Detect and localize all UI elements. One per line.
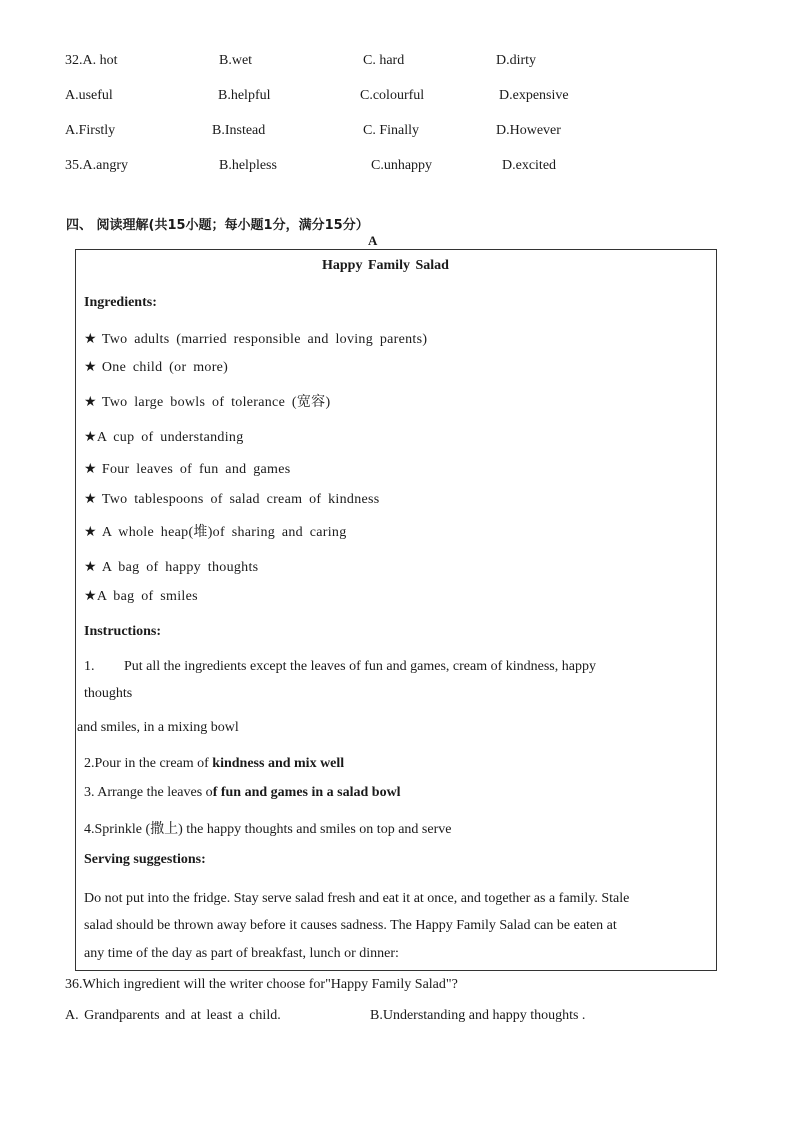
option-d: D.However	[496, 123, 561, 138]
serving-heading: Serving suggestions:	[84, 852, 206, 867]
question-36-option-a: A. Grandparents and at least a child.	[65, 1008, 281, 1023]
options-row-34	[0, 123, 793, 143]
option-b: B.helpful	[218, 88, 271, 103]
option-c: C.colourful	[360, 88, 425, 103]
instruction-1-number: 1.	[84, 659, 95, 674]
options-row-32	[0, 53, 793, 73]
ingredient-item: ★A cup of understanding	[84, 430, 244, 445]
ingredient-item: ★ Two large bowls of tolerance (宽容)	[84, 395, 331, 410]
ingredient-item: ★A bag of smiles	[84, 589, 198, 604]
options-row-33	[0, 88, 793, 108]
star-icon: ★	[84, 525, 97, 540]
option-d: D.excited	[502, 158, 557, 173]
star-icon: ★	[84, 589, 97, 604]
instruction-1-continued: and smiles, in a mixing bowl	[77, 720, 239, 735]
option-c: C. hard	[363, 53, 405, 68]
instruction-2: 2.Pour in the cream of kindness and mix well	[84, 756, 345, 771]
instructions-heading: Instructions:	[84, 624, 162, 639]
options-row-35	[0, 158, 793, 178]
question-36-option-b: B.Understanding and happy thoughts .	[370, 1008, 586, 1023]
star-icon: ★	[84, 492, 97, 507]
star-icon: ★	[84, 462, 97, 477]
option-c: C. Finally	[363, 123, 420, 138]
star-icon: ★	[84, 332, 97, 347]
serving-text-line: any time of the day as part of breakfast, lunch or dinner:	[84, 946, 399, 961]
option-a: A.useful	[65, 88, 113, 103]
instruction-4: 4.Sprinkle (撒上) the happy thoughts and smiles on top and serve	[84, 822, 452, 837]
passage-title: Happy Family Salad	[322, 258, 449, 273]
ingredient-item: ★ A whole heap(堆)of sharing and caring	[84, 525, 347, 540]
star-icon: ★	[84, 430, 97, 445]
passage-box	[75, 249, 717, 971]
option-a: 32.A. hot	[65, 53, 118, 68]
option-c: C.unhappy	[371, 158, 433, 173]
ingredients-heading: Ingredients:	[84, 295, 157, 310]
option-b: B.wet	[219, 53, 253, 68]
ingredient-item: ★ Four leaves of fun and games	[84, 462, 291, 477]
option-d: D.dirty	[496, 53, 537, 68]
option-b: B.helpless	[219, 158, 277, 173]
serving-text-line: Do not put into the fridge. Stay serve salad fresh and eat it at once, and together as a family. Stale	[84, 891, 630, 906]
question-36-stem: 36.Which ingredient will the writer choose for"Happy Family Salad"?	[65, 977, 458, 992]
passage-label: A	[368, 233, 378, 248]
ingredient-item: ★ Two adults (married responsible and loving parents)	[84, 332, 428, 347]
ingredient-item: ★ One child (or more)	[84, 360, 229, 375]
serving-text-line: salad should be thrown away before it causes sadness. The Happy Family Salad can be eaten at	[84, 918, 617, 933]
option-a: A.Firstly	[65, 123, 116, 138]
instruction-3: 3. Arrange the leaves of fun and games in a salad bowl	[84, 785, 401, 800]
option-b: B.Instead	[212, 123, 266, 138]
ingredient-item: ★ Two tablespoons of salad cream of kindness	[84, 492, 380, 507]
section-title: 四、 阅读理解(共15小题；每小题1分，满分15分）	[66, 218, 369, 233]
option-a: 35.A.angry	[65, 158, 128, 173]
star-icon: ★	[84, 360, 97, 375]
instruction-1-text: Put all the ingredients except the leaves of fun and games, cream of kindness, happy	[124, 659, 596, 674]
star-icon: ★	[84, 395, 97, 410]
instruction-1-continued: thoughts	[84, 686, 133, 701]
star-icon: ★	[84, 560, 97, 575]
option-d: D.expensive	[499, 88, 569, 103]
ingredient-item: ★ A bag of happy thoughts	[84, 560, 259, 575]
